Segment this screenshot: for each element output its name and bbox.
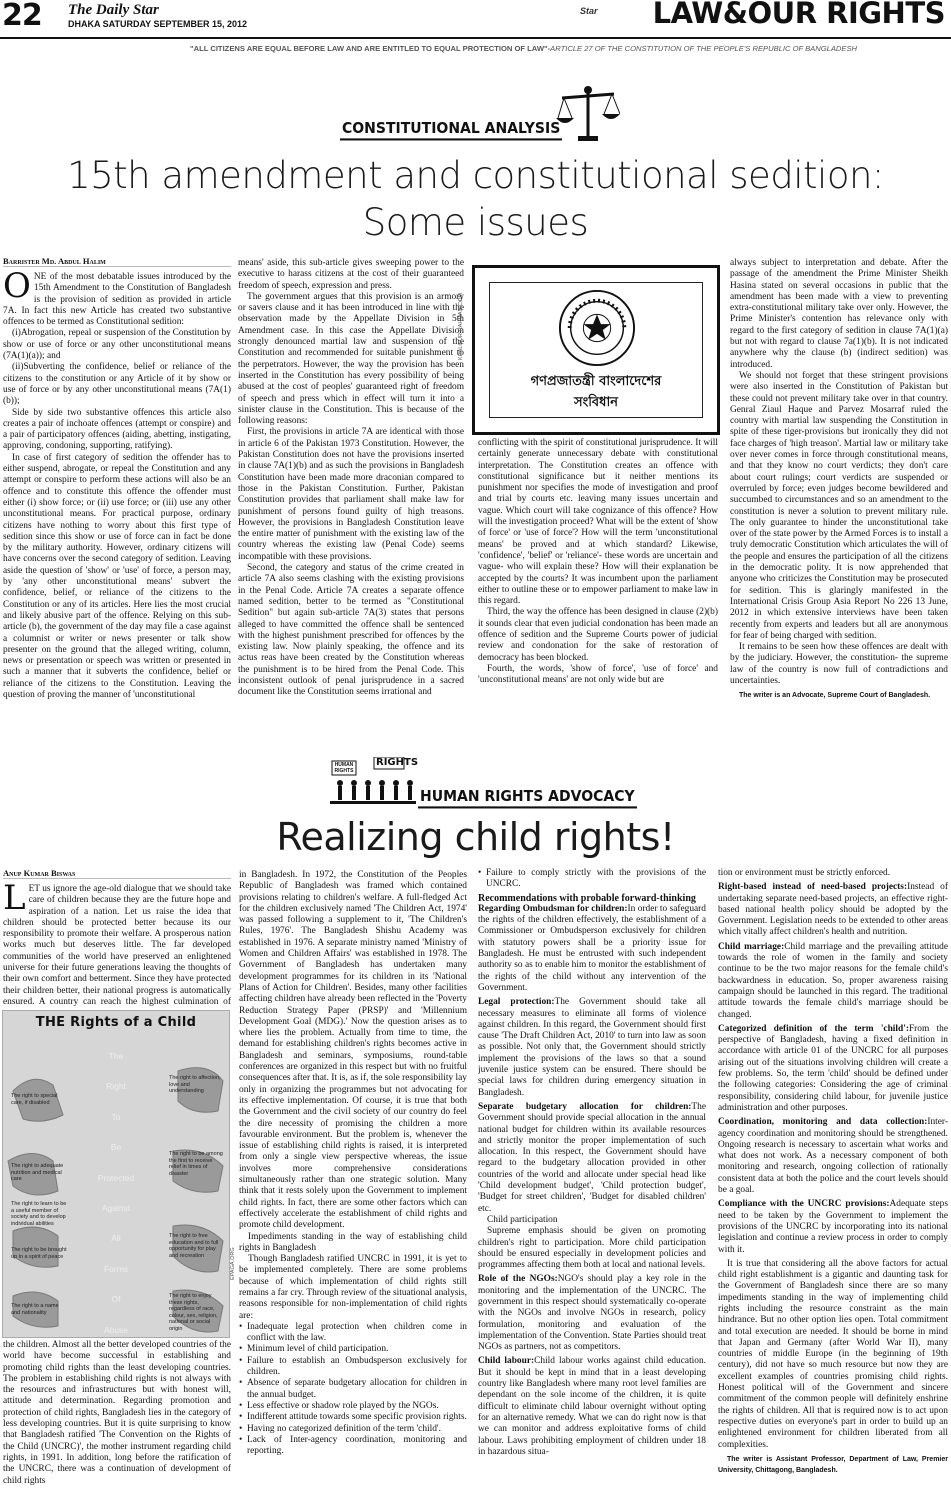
article2-col2-subhead: Impediments standing in the way of establishing child rights in Bangladesh bbox=[239, 1231, 467, 1253]
book-title-line2: সংবিধান bbox=[574, 395, 618, 410]
recommendation-para bbox=[478, 1226, 706, 1271]
article2-col2-para: in Bangladesh. In 1972, the Constitution of the Peoples Republic of Bangladesh was framed which contained provisions relating to children's welfare. A full-fledged Act for the children exclusively named 'The Children Act, 1974' was passed following a supplement to it, 'The Children's Rules, 1976'. The Bangladesh Shishu Academy was established in 1976. A separate ministry named 'Ministry of Women and Children Affairs' was established in 1978. The Government of Bangladesh has undertaken many development programmes for its children in its 'National Plans of Action for Children'. Besides, many other facilities affecting children have already been reflected in the 'Poverty Reduction Strategy Paper (PRSP)' and 'Millennium Development Goal (MDG).' Now the question arises as to where lies the problem. Actually from time to time, the demand for establishing children's rights becomes active in Bangladesh and seminars, symposiums, round-table conferences are organized in this respect but with no fruitful consequences after that. It is, as if, the sole responsibility lay only in organizing the programmes but not advocating for its effective implementation. Of course, it is true that both the Government and the civil society of our country do feel the dire necessity of promising the children a more favourable environment. But the problem is, whenever the issue of establishing child rights is raised, it is interpreted from only a single view perspective whereas, the issue involves more comprehensive considerations simultaneously rather than one strategic solution. Many think that it rests solely upon the Government to implement child rights. In fact, there are some other factors which can effectively accelerate the establishment of child rights and promote child development. bbox=[239, 870, 467, 1231]
article2-column-1-bottom bbox=[3, 1340, 231, 1498]
article1-col2-para: First, the provisions in article 7A are identical with those in article 6 of the Pakistan 1973 Constitution. However, the Pakistan Constitution does not have the provisions inserted in clause 7A(1)(b) and as such the provisions in Bangladesh Constitution have been made more draconian compared to those in the Pakistan Constitution. Further, Pakistan Constitution provides that parliament shall make law for punishment of persons found guilty of high treasons. However, the provisions in Bangladesh Constitution leave the entire matter of punishment with the existing law of the country whereas the existing law (Penal Code) seems incompatible with these provisions. bbox=[238, 427, 464, 562]
list-item: • Failure to establish an Ombudsperson exclusively for children. bbox=[239, 1356, 467, 1379]
article2-kicker: HUMAN RIGHTS ADVOCACY bbox=[418, 789, 637, 809]
list-item: • Having no categorized definition of the term 'child'. bbox=[239, 1424, 467, 1435]
recommendation-text: tion or environment must be strictly enforced. bbox=[718, 868, 891, 878]
masthead bbox=[0, 0, 951, 56]
illustration-word: All bbox=[111, 1233, 121, 1244]
article1-col3-para: conflicting with the spirit of constitutional jurisprudence. It will certainly generate unnecessary debate with constitutional interpretation. The Constitution creates an offence with constitutional significance but it neither mentions its punishment nor specifies the mode of investigation and proof and trial by courts etc. leaving many issues uncertain and vague. Which court will take cognizance of this offence? How will the investigation proceed? What will be the extent of 'show of force' or 'use of force'? How will the term 'unconstitutional means' be proved and at which standard? Likewise, 'confidence', 'belief' or 'reliance'- these words are uncertain and vague- who will explain these? How will their explanation be accepted by the courts? It was incumbent upon the parliament either to outline these or to empower parliament to make law in this regard. bbox=[478, 438, 718, 607]
dateline: DHAKA SATURDAY SEPTEMBER 15, 2012 bbox=[68, 19, 248, 29]
recommendation-text: From the perspective of Bangladesh, having a fixed definition in accordance with article 01 of the UNCRC for all purposes arising out of the situations involving children will create a few problems. So, the term 'child' should be defined under the following categories: Considering the age of criminal responsibility, considering child labour, for juvenile justice administration and other purposes. bbox=[718, 1023, 948, 1113]
article1-col4-para: always subject to interpretation and debate. After the passage of the amendment the Prime Minister Sheikh Hasina stated on several occasions in public that the amendment has been made with a view to preventing extra-constitutional military take over only. However, the Prime Minister's contention has relevance only with regard to the first category of sedition in clause 7A(1)(a) but not with regard to clause 7a(1)(b). It is not indicated anywhere why the clause (b) (indirect sedition) was introduced. bbox=[730, 258, 948, 370]
article1-col1-para: In case of first category of sedition the offender has to either suspend, abrogate, or repeal the Constitution and any attempt or conspire to perform these actions will also be an offence and to constitute this offence the offender must either (i) show force; or (ii) use force; or (iii) use any other unconstitutional means. For practical purpose, ordinary citizens have nothing to worry about this first type of sedition since this show or use of force can in fact be done by the military authority. However, ordinary citizens will have concerns over the second category of sedition. Leaving aside the question of 'show' or 'use' of force, a person may, by 'any other unconstitutional means' subvert the confidence, belief, or reliance of the citizens to the Constitution or any of its articles. Here lies the most crucial and likely abusive part of the offence. Relying on this sub-article (b), the government of the day may file a case against a columnist or writer or news presenter or talk show presenter on the ground that the alleged writing, column, news or presentation or speech was written or presented in such a manner that it subverts the confidence, belief or reliance of the citizens to the Constitution. Leaving the question of proving the manner of 'unconstitutional bbox=[3, 452, 231, 700]
drop-cap: O bbox=[3, 272, 31, 306]
article1-column-2 bbox=[238, 258, 464, 755]
article2-column-3 bbox=[478, 868, 706, 1498]
illustration-caption: The right to a name and nationality bbox=[11, 1303, 59, 1316]
illustration-caption: The right to be among the first to receive relief in times of disaster bbox=[169, 1151, 223, 1177]
illustration-word: The bbox=[108, 1051, 124, 1061]
book-title-line1: গণপ্রজাতন্ত্রী বাংলাদেশের bbox=[530, 374, 662, 389]
list-item: • Less effective or shadow role played by the NGOs. bbox=[239, 1401, 467, 1412]
scales-of-justice-icon bbox=[556, 84, 620, 142]
recommendation-lead: Child labour: bbox=[478, 1356, 535, 1367]
recommendation-para bbox=[478, 1274, 706, 1353]
article1-col3-para: Fourth, the words, 'show of force', 'use of force' and 'unconstitutional means' are not only wide but are bbox=[478, 663, 718, 686]
recommendation-text: The Government should take all necessary measures to eliminate all forms of violence against children. In this regard, the Government should first cause 'The Draft Children Act, 2010' to turn into law as soon as possible. Not only that, the Government should strictly implement the provisions of the laws so that a sound juvenile justice system can be ensured. There should be special laws for children during emergency situation in Bangladesh. bbox=[478, 997, 706, 1098]
list-item: • Failure to comply strictly with the provisions of the UNCRC. bbox=[478, 868, 706, 891]
illustration-word: Forms bbox=[103, 1263, 129, 1274]
logo-text-rights: RIGHTS bbox=[376, 757, 419, 768]
illustration-caption: The right to learn to be a useful member of society and to develop individual abilities bbox=[11, 1201, 67, 1227]
list-item: • Indifferent attitude towards some specific provision rights. bbox=[239, 1412, 467, 1423]
list-item: • Lack of Inter-agency coordination, monitoring and reporting. bbox=[239, 1435, 467, 1458]
section-title: LAW&OUR RIGHTS bbox=[652, 0, 945, 30]
article1-kicker: CONSTITUTIONAL ANALYSIS bbox=[340, 121, 562, 141]
recommendation-text: It is true that considering all the above factors for actual child right establishment is a gigantic and daunting task for the Government of Bangladesh since there are so many impediments standing in the way of implementing child rights including the resource constraint as the main hindrance. But no other option lies open. Total commitment and total execution are needed. It should be borne in mind that Japan and Germany (after World War II), many countries of middle Europe (in the beginning of 19th century), did not have so much resource but now they are excellent examples of countries promising child rights. Honest political will of the Government and sincere commitment of the common people will definitely enshrine the rights of children. All that is required now is to act upon respective duties on everyone's part in order to build up an enlightened environment for children liberated from all complexities. bbox=[718, 1258, 948, 1450]
illustration-credit: EPAGA.ORG bbox=[230, 1247, 236, 1280]
recommendation-lead: Child marriage: bbox=[718, 941, 785, 952]
conclusion-para bbox=[718, 1259, 948, 1451]
illustration-word: Against bbox=[101, 1202, 131, 1213]
illustration-caption: The right to affection, love and understanding bbox=[169, 1075, 221, 1094]
article2-col2-para: Though Bangladesh ratified UNCRC in 1991, it is yet to be implemented completely. There are some problems because of which implementation of child rights still remains a far cry. Through review of the situational analysis, reasons responsible for non-implementation of child rights are: bbox=[239, 1254, 467, 1321]
list-item: • Inadequate legal protection when children come in conflict with the law. bbox=[239, 1322, 467, 1345]
article1-col1-para: (i)Abrogation, repeal or suspension of the Constitution by show or use of force or any other unconstitutional means (7A(1)(a)); and bbox=[3, 328, 231, 362]
recommendation-text: Child labour works against child education. But it should be kept in mind that in a least developing country like Bangladesh where many root level families are dependant on the sole income of the children, it is quite difficult to eliminate child labour overnight without opting for an alternative remedy. What we can do right now is that we can monitor and address exploitative forms of child labour. Laws prohibiting employment of children under 18 in hazardous situa- bbox=[478, 1356, 706, 1457]
article2-column-2 bbox=[239, 870, 467, 1498]
human-rights-logo bbox=[330, 757, 419, 805]
article1-col1-para bbox=[3, 272, 231, 328]
article1-byline: Barrister Md. Abdul Halim bbox=[3, 256, 231, 267]
page-number: 22 bbox=[2, 0, 42, 33]
recommendation-para bbox=[478, 1102, 706, 1215]
recommendation-para bbox=[718, 1024, 948, 1114]
illustration-caption: The right to adequate nutrition and medical care bbox=[11, 1163, 64, 1182]
recommendation-lead: Regarding Ombudsman for children: bbox=[478, 903, 628, 914]
illustration-word: Protected bbox=[97, 1172, 135, 1183]
article1-headline-line1: 15th amendment and constitutional sedition: bbox=[67, 154, 884, 197]
illustration-word: Be bbox=[110, 1142, 122, 1153]
recommendation-subhead bbox=[478, 1215, 706, 1226]
recommendations-heading: Recommendations with probable forward-thinking bbox=[478, 892, 696, 904]
article1-column-1 bbox=[3, 272, 231, 755]
article1-col4-para: We should not forget that these stringent provisions were also inserted in the Constitution of Pakistan but these could not prevent military take over in that country. Genral Ziaul Haque and Parvez Mosarraf ruled the country with martial law suspending the Constitution in spite of these tiger-provisions but ironically they did not face charges of 'high treason'. Martial law or military take over never comes in force through constitutional means, and that they know no court verdicts; they don't care about court rulings; court verdicts are suspended or overruled by force; even judges become bewildered and succumbed to circumstances and so an amendment to the constitution is never a solution to prevent military rule. The only guarantee to hinder the unconstitutional take over of the state power by the Armed Forces is to install a truly democratic Constitution which articulates the will of the people and ensures the participation of all the citizens in the democratic polity. It is now apprehended that anyone who criticizes the Constitution may be prosecuted for sedition. This is glaringly manifested in the International Crisis Group Asia Report No 226 13 June, 2012 in which extensive interviews have been taken recently from experts and leaders but all are anonymous for fear of being charged with sedition. bbox=[730, 370, 948, 641]
recommendation-lead: Separate budgetary allocation for children: bbox=[478, 1101, 692, 1112]
image-credit: KHALILUR-RAHMAN.COM bbox=[458, 293, 464, 360]
recommendation-text: Adequate steps need to be taken by the Government to implement the provisions of the UNCRC by incorporating into its national legislation and continue a review process in order to comply with it. bbox=[718, 1199, 948, 1255]
impediments-list-continued bbox=[478, 868, 706, 891]
article1-col2-para: The government argues that this provision is an armory or savers clause and it has been introduced in line with the observation made by the Appellate Division in 5th Amendment case. In this case the Appellate Division strongly denounced martial law and suspension of the Constitution and recommended for suitable punishment to the perpetrators. However, the way the provision has been inserted in the Constitution has every possibility of being abused at the cost of peoples' guaranteed right of freedom of speech and press which in effect will turn it into a sinister clause in the Constitution. This is because of the following reasons: bbox=[238, 291, 464, 427]
impediments-list bbox=[239, 1322, 467, 1458]
illustration-word: Right bbox=[106, 1081, 126, 1092]
recommendation-lead: Legal protection: bbox=[478, 997, 555, 1008]
article2-headline: Realizing child rights! bbox=[276, 815, 675, 859]
paper-name: The Daily Star bbox=[68, 2, 159, 18]
article1-col1-para: (ii)Subverting the confidence, belief or reliance of the citizens to the constitution or any Article of it by show or use of force or by any other unconstitutional means (7A(1)(b)); bbox=[3, 362, 231, 407]
constitution-book-image bbox=[472, 265, 720, 435]
article2-col1-para-text: ET us ignore the age-old dialogue that we should take care of children because they are the future hope and aspiration of a nation. Let us raise the idea that children should be protected better because its our responsibility to promote their welfare. A prosperous nation works much but deserves little. The far developed communities of the world have preserved an enlightened universe for their future generations leaving the thoughts of their own comfort and betterment. Since they have protected their children better, their national progress is automatically ensured. A country can reach the highest culmination of bbox=[3, 884, 231, 1007]
quote-source: ARTICLE 27 OF THE CONSTITUTION OF THE PEOPLE'S REPUBLIC OF BANGLADESH bbox=[550, 44, 857, 53]
recommendation-text: Instead of undertaking separate need-based projects, an effective right-based national health policy should be adopted by the Government. Legislation needs to be extended to other areas which vitally affect children's health and nutrition. bbox=[718, 882, 948, 938]
recommendation-para bbox=[478, 997, 706, 1099]
recommendation-lead: Role of the NGOs: bbox=[478, 1274, 558, 1285]
article2-column-4 bbox=[718, 868, 948, 1498]
recommendation-para bbox=[478, 904, 706, 994]
article1-col1-para: Side by side two substantive offences this article also creates a pair of inchoate offences (attempt or conspire) and a pair of participatory offences (aiding, abetting, instigating, approving, condoning, supporting, ratifying). bbox=[3, 407, 231, 452]
masthead-rule bbox=[0, 37, 951, 39]
illustration-caption: The right to special care, if disabled bbox=[11, 1093, 58, 1106]
list-item: • Absence of separate budgetary allocation for children in the annual budget. bbox=[239, 1378, 467, 1401]
illustration-word: Of bbox=[111, 1294, 121, 1305]
illustration-caption: The right to be brought up in a spirit of peace bbox=[11, 1247, 67, 1260]
recommendation-text: The Government should provide special allocation in the annual national budget for children within its available resources and strictly monitor the proper implementation of such allocation. In this respect, the Government should have regard to the budgetary allocation provided in other countries of the world and allocate under special head like 'Child development budget', 'Child protection budget', 'Budget for street children', 'Budget for disabled children' etc. bbox=[478, 1101, 706, 1214]
book-cover bbox=[489, 282, 703, 418]
article2-col1-para: the children. Almost all the better developed countries of the world have become successful in establishing and promoting child rights than the least developing countries. The problem in establishing child rights is not always with the resources and infrastructures but with honest will, attitude and determination. Regarding promotion and protection of child rights, Bangladesh lies in the category of less developing countries. But it is quite surprising to know that Bangladesh ratified 'The Convention on the Rights of the Child (UNCRC)', the mother instrument regarding child rights, in 1991. In addition, long before the ratification of the UNCRC, there was a continuation of development of child rights bbox=[3, 1340, 231, 1486]
recommendation-para bbox=[718, 942, 948, 1021]
recommendation-para bbox=[718, 882, 948, 938]
government-seal-icon bbox=[557, 289, 637, 367]
illustration-title: THE Rights of a Child bbox=[35, 1015, 197, 1030]
article1-column-4 bbox=[730, 258, 948, 755]
list-item: • Minimum level of child participation. bbox=[239, 1344, 467, 1355]
recommendation-lead: Coordination, monitoring and data collection: bbox=[718, 1117, 928, 1128]
article1-col2-para: Second, the category and status of the crime created in article 7A also seems clashing with the existing provisions in the Penal Code. Article 7A creates a separate offence named sedition, better to be termed as "Constitutional Sedition" but again sub-article 7A(3) states that persons alleged to have committed the offence shall be sentenced with the highest punishment prescribed for offences by the existing law. Now plainly speaking, the offence and its actus reas have been created by the Constitution whereas the punishment is to be hired from the Penal Code. This inconsistent outlook of penal jurisprudence in a sacred document like the Constitution seems irrational and bbox=[238, 563, 464, 698]
article2-byline: Anup Kumar Biswas bbox=[3, 868, 231, 879]
illustration-word: To bbox=[111, 1111, 121, 1122]
illustration-caption: The right to enjoy these rights, regardless of race, colour, sex, religion, national or social origin bbox=[169, 1293, 218, 1332]
illustration-caption: The right to free education and to full opportunity for play and recreation bbox=[169, 1233, 219, 1259]
constitution-quote bbox=[190, 44, 950, 53]
section-logo: Star bbox=[580, 6, 598, 16]
quote-main: "ALL CITIZENS ARE EQUAL BEFORE LAW AND ARE ENTITLED TO EQUAL PROTECTION OF LAW"- bbox=[190, 44, 551, 53]
recommendation-lead: Compliance with the UNCRC provisions: bbox=[718, 1199, 890, 1210]
article1-col4-para: It remains to be seen how these offences are dealt with by the judiciary. However, the constitution- the supreme law of the country is now full of contradictions and uncertainties. bbox=[730, 642, 948, 686]
recommendation-lead: Categorized definition of the term 'child': bbox=[718, 1023, 909, 1034]
article1-col3-para: Third, the way the offence has been designed in clause (2)(b) it sounds clear that even judicial condonation has been made an offence of sedition and the Supreme Courts power of judicial review and condonation for the sake of restoration of democracy has been blocked. bbox=[478, 607, 718, 663]
recommendation-para bbox=[718, 1117, 948, 1196]
recommendation-text: NGO's should play a key role in the monitoring and the implementation of the UNCRC. The government in this respect should systematically co-operate with the NGOs and involve NGOs in research, policy formulation, monitoring and evaluation of the implementation of the Convention. State Parties should treat NGOs as partners, not as competitors. bbox=[478, 1274, 706, 1353]
recommendation-lead: Right-based instead of need-based projects: bbox=[718, 882, 908, 893]
writer-note: The writer is Assistant Professor, Department of Law, Premier University, Chittagong, Bangladesh. bbox=[718, 1455, 948, 1475]
recommendation-text: In order to safeguard the rights of the children effectively, the establishment of a Commissioner or Ombudsperson exclusively for children with statutory powers shall be a priority issue for Bangladesh. He must be entrusted with such independent authority so as to enable him to monitor the establishment of the rights of the child without any intervention of the Government. bbox=[478, 903, 706, 993]
book-title bbox=[490, 371, 702, 413]
drop-cap: L bbox=[3, 884, 26, 918]
recommendation-para bbox=[718, 1199, 948, 1255]
recommendation-text: Child marriage and the prevailing attitude towards the role of women in the family and society continue to be the two major reasons for the female child's backwardness in education. So, proper awareness raising campaign should be launched in this regard. The traditional attitude towards the female child's marriage should be changed. bbox=[718, 941, 948, 1020]
illustration-word: Abuse bbox=[103, 1324, 129, 1335]
article1-headline-line2: Some issues bbox=[362, 201, 589, 244]
writer-note: The writer is an Advocate, Supreme Court of Bangladesh. bbox=[739, 692, 931, 700]
recommendation-text: Inter-agency coordination and monitoring should be strengthened. Ongoing research is necessary to ascertain what works and what does not work. As a necessary component of both monitoring and research, ongoing collection of rationally consistent data at both the police and the court levels should be a goal. bbox=[718, 1117, 948, 1196]
rights-of-child-illustration bbox=[2, 1010, 230, 1338]
recommendation-text: Supreme emphasis should be given on promoting children's right to participation. More child participation should be ensured especially in development policies and programmes affecting them both at local and national levels. bbox=[478, 1226, 706, 1271]
article1-column-3 bbox=[478, 438, 718, 755]
logo-text-human-rights: HUMAN RIGHTS bbox=[334, 762, 354, 774]
article1-col2-para: means' aside, this sub-article gives sweeping power to the executive to harass citizens at the cost of their guaranteed freedom of speech, expression and press. bbox=[238, 258, 464, 291]
article2-column-1-top bbox=[3, 884, 231, 1008]
article2-col1-para bbox=[3, 884, 231, 1008]
recommendation-text: Child participation bbox=[487, 1214, 558, 1225]
recommendation-para bbox=[478, 1356, 706, 1458]
recommendation-para bbox=[718, 868, 948, 879]
article1-headline bbox=[0, 152, 951, 246]
article1-col1-para-text: NE of the most debatable issues introduced by the 15th Amendment to the Constitution of Bangladesh is the provision of sedition as provided in article 7A. In fact this new Article has created two substantive offences to be termed as Constitutional sedition: bbox=[3, 272, 231, 328]
